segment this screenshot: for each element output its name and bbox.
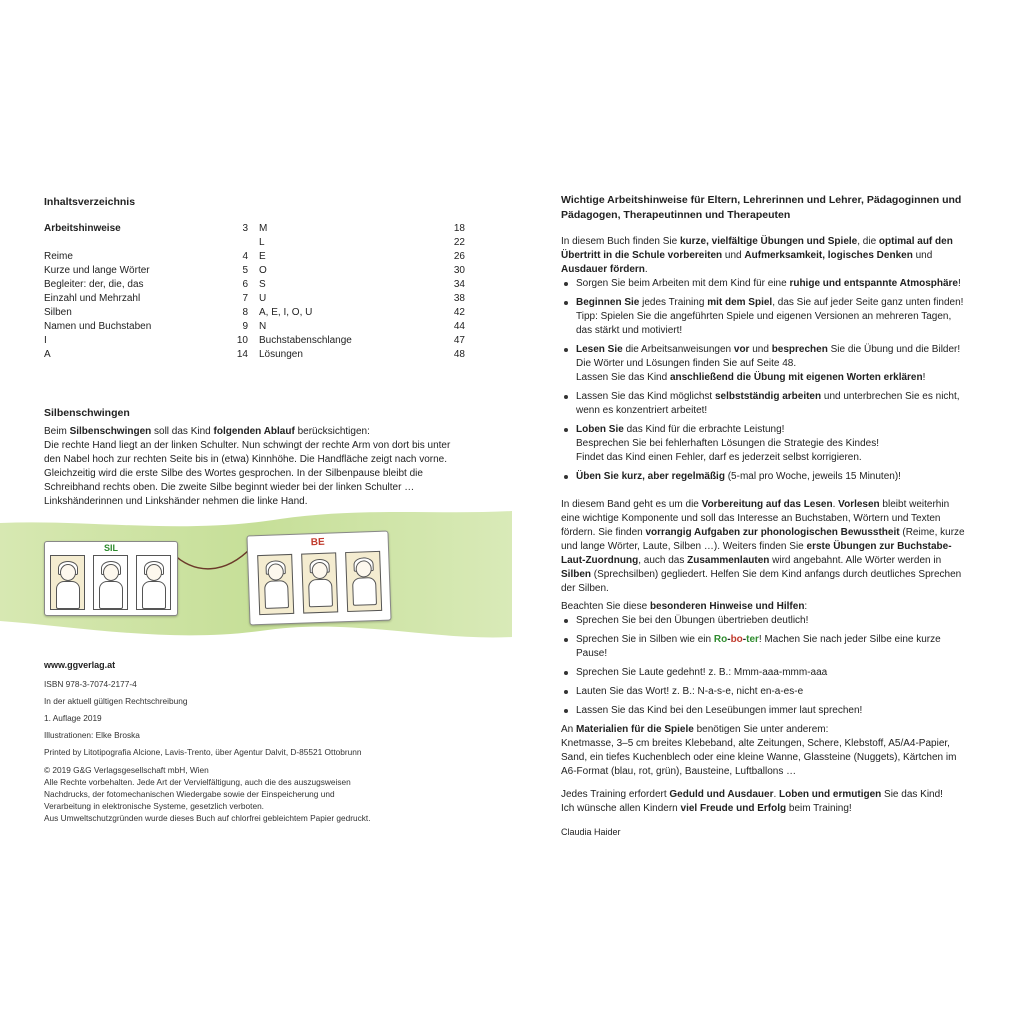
- toc-entry: U: [259, 293, 267, 304]
- toc-entry: Reime: [44, 251, 73, 262]
- toc-entry: Einzahl und Mehrzahl: [44, 293, 141, 304]
- toc-entry: E: [259, 251, 266, 262]
- card-label-be: BE: [310, 536, 325, 549]
- toc-row: [44, 335, 465, 349]
- website-link[interactable]: www.ggverlag.at: [44, 660, 116, 670]
- list-item: Üben Sie kurz, aber regelmäßig (5-mal pro Woche, jeweils 15 Minuten)!: [561, 470, 966, 484]
- toc-page: 34: [453, 279, 465, 290]
- child-figure: [345, 551, 382, 612]
- toc-row: [44, 293, 465, 307]
- toc-row: [44, 251, 465, 265]
- list-item: Sprechen Sie Laute gedehnt! z. B.: Mmm-aaa-mmm-aaa: [561, 666, 966, 680]
- copyright-line: Aus Umweltschutzgründen wurde dieses Buch auf chlorfrei gebleichtem Papier gedruckt.: [44, 813, 371, 823]
- list-item: Sorgen Sie beim Arbeiten mit dem Kind für eine ruhige und entspannte Atmosphäre!: [561, 277, 966, 291]
- toc-entry: Begleiter: der, die, das: [44, 279, 144, 290]
- toc-entry: A: [44, 349, 51, 360]
- child-figure: [257, 554, 294, 615]
- toc-page: 48: [453, 349, 465, 360]
- toc-entry: Namen und Buchstaben: [44, 321, 152, 332]
- toc-page: 38: [453, 293, 465, 304]
- illustrator: Illustrationen: Elke Broska: [44, 730, 140, 740]
- child-figure: [136, 555, 171, 610]
- toc-page: 9: [242, 321, 248, 332]
- toc-entry: I: [44, 335, 47, 346]
- instructions-column: [561, 193, 966, 839]
- list-item: Sprechen Sie in Silben wie ein Ro-bo-ter! Machen Sie nach jeder Silbe eine kurze Pause!: [561, 633, 966, 661]
- list-item: Lassen Sie das Kind möglichst selbstständig arbeiten und unterbrechen Sie es nicht, wenn es konzentriert arbeitet!: [561, 390, 966, 418]
- toc-page: 8: [242, 307, 248, 318]
- syllable-card-be: [246, 531, 391, 626]
- closing-paragraph: Jedes Training erfordert Geduld und Ausdauer. Loben und ermutigen Sie das Kind! Ich wünsche allen Kindern viel Freude und Erfolg beim Training!: [561, 789, 943, 814]
- silben-line: Linkshänderinnen und Linkshänder nehmen die linke Hand.: [44, 496, 308, 507]
- toc-entry: A, E, I, O, U: [259, 307, 313, 318]
- intro-paragraph: In diesem Buch finden Sie kurze, vielfältige Übungen und Spiele, die optimal auf den Übertritt in die Schule vorbereiten und Aufmerksamkeit, logisches Denken und Ausdauer fördern.: [561, 236, 953, 275]
- reading-paragraph: In diesem Band geht es um die Vorbereitung auf das Lesen. Vorlesen bleibt weiterhin eine wichtige Komponente und soll das Interesse an Buchstaben, Wörtern und Texten fördern. Sie finden vorrangig Aufgaben zur phonologischen Bewusstheit (Reime, kurze und lange Wörter, Laute, Silben …). Weiters finden Sie erste Übungen zur Buchstabe-Laut-Zuordnung, auch das Zusammenlauten wird angebahnt. Alle Wörter werden in Silben (Sprechsilben) gegliedert. Helfen Sie dem Kind anfangs durch deutliches Sprechen der Silben.: [561, 499, 965, 594]
- toc-page: 30: [453, 265, 465, 276]
- rechtschreibung-note: In der aktuell gültigen Rechtschreibung: [44, 696, 188, 706]
- title-line: Wichtige Arbeitshinweise für Eltern, Lehrerinnen und Lehrer, Pädagoginnen und: [561, 194, 962, 206]
- instructions-title: [561, 193, 966, 223]
- toc-page: 14: [236, 349, 248, 360]
- toc-page: 7: [242, 293, 248, 304]
- printer-note: Printed by Litotipografia Alcione, Lavis-Trento, über Agentur Dalvit, D-85521 Ottobrunn: [44, 747, 362, 757]
- toc-entry: N: [259, 321, 267, 332]
- toc-page: 3: [242, 223, 248, 234]
- title-line: Pädagogen, Therapeutinnen und Therapeuten: [561, 209, 791, 221]
- toc-entry: M: [259, 223, 268, 234]
- toc-page: 18: [453, 223, 465, 234]
- card-label-sil: SIL: [103, 543, 118, 553]
- toc-page: 42: [453, 307, 465, 318]
- toc-entry: Arbeitshinweise: [44, 223, 121, 234]
- copyright-block: [44, 764, 371, 824]
- toc-row: [44, 265, 465, 279]
- toc-entry: L: [259, 237, 265, 248]
- toc-row: [44, 279, 465, 293]
- toc-page: 22: [453, 237, 465, 248]
- silben-title: Silbenschwingen: [44, 407, 130, 419]
- toc-title: Inhaltsverzeichnis: [44, 196, 136, 208]
- toc-page: 44: [453, 321, 465, 332]
- toc-page: 5: [242, 265, 248, 276]
- copyright-line: © 2019 G&G Verlagsgesellschaft mbH, Wien: [44, 765, 209, 775]
- list-item: Lauten Sie das Wort! z. B.: N-a-s-e, nicht en-a-es-e: [561, 685, 966, 699]
- silben-intro-line: Beim Silbenschwingen soll das Kind folgenden Ablauf berücksichtigen:: [44, 426, 370, 437]
- toc-entry: S: [259, 279, 266, 290]
- toc-row: [44, 223, 465, 237]
- hints-intro: Beachten Sie diese besonderen Hinweise und Hilfen:: [561, 601, 808, 612]
- materials-paragraph: An Materialien für die Spiele benötigen Sie unter anderem: Knetmasse, 3–5 cm breites Klebeband, alte Zeitungen, Schere, Klebstoff, A5/A4-Papier, Sand, ein tiefes Kuchenblech oder eine kleine Wanne, Glassteine (Nuggets), Kärtchen im A6-Format (blau, rot, grün), Bausteine, Luftballons …: [561, 724, 957, 777]
- copyright-line: Nachdrucks, der fotomechanischen Wiedergabe sowie der Einspeicherung und: [44, 789, 335, 799]
- toc-entry: Kurze und lange Wörter: [44, 265, 150, 276]
- silben-line: Schreibhand rechts oben. Die zweite Silbe beginnt wieder bei der linken Schulter …: [44, 482, 415, 493]
- syllable-card-sil: [44, 541, 178, 616]
- copyright-line: Alle Rechte vorbehalten. Jede Art der Vervielfältigung, auch die des auszugsweisen: [44, 777, 351, 787]
- list-item: Lassen Sie das Kind bei den Leseübungen immer laut sprechen!: [561, 704, 966, 718]
- list-item: Beginnen Sie jedes Training mit dem Spiel, das Sie auf jeder Seite ganz unten finden! Tipp: Spielen Sie die angeführten Spiele und eigenen Versionen an mehreren Tagen, das stärkt und motiviert!: [561, 296, 966, 338]
- list-item: Loben Sie das Kind für die erbrachte Leistung! Besprechen Sie bei fehlerhaften Lösungen die Strategie des Kindes! Findet das Kind einen Fehler, darf es jederzeit selbst korrigieren.: [561, 423, 966, 465]
- toc-page: 47: [453, 335, 465, 346]
- tips-list: [561, 277, 966, 484]
- hints-list: [561, 614, 966, 718]
- silben-line: Gleichzeitig wird die erste Silbe des Wortes gesprochen. In der Silbenpause bleibt die: [44, 468, 423, 479]
- toc-row: [44, 321, 465, 335]
- toc-entry: Silben: [44, 307, 72, 318]
- list-item: Lesen Sie die Arbeitsanweisungen vor und besprechen Sie die Übung und die Bilder! Die Wörter und Lösungen finden Sie auf Seite 48. Lassen Sie das Kind anschließend die Übung mit eigenen Worten erklären!: [561, 343, 966, 385]
- signature: Claudia Haider: [561, 827, 621, 837]
- toc-entry: Buchstabenschlange: [259, 335, 352, 346]
- isbn: ISBN 978-3-7074-2177-4: [44, 679, 137, 689]
- toc-page: 6: [242, 279, 248, 290]
- copyright-line: Verarbeitung in elektronische Systeme, gesetzlich verboten.: [44, 801, 264, 811]
- toc-page: 4: [242, 251, 248, 262]
- toc-entry: Lösungen: [259, 349, 303, 360]
- toc-row: [44, 237, 465, 251]
- silben-line: den Nabel hoch zur rechten Seite bis in (etwa) Kinnhöhe. Die Handfläche zeigt nach vorne.: [44, 454, 448, 465]
- child-figure: [93, 555, 128, 610]
- toc-row: [44, 307, 465, 321]
- toc-entry: O: [259, 265, 267, 276]
- toc-page: 26: [453, 251, 465, 262]
- child-figure: [50, 555, 85, 610]
- toc-page: 10: [236, 335, 248, 346]
- table-of-contents: [44, 223, 465, 363]
- silben-text: [44, 425, 484, 509]
- list-item: Sprechen Sie bei den Übungen übertrieben deutlich!: [561, 614, 966, 628]
- silben-line: Die rechte Hand liegt an der linken Schulter. Nun schwingt der rechte Arm von dort bis unter: [44, 440, 451, 451]
- toc-row: [44, 349, 465, 363]
- edition: 1. Auflage 2019: [44, 713, 102, 723]
- child-figure: [301, 552, 338, 613]
